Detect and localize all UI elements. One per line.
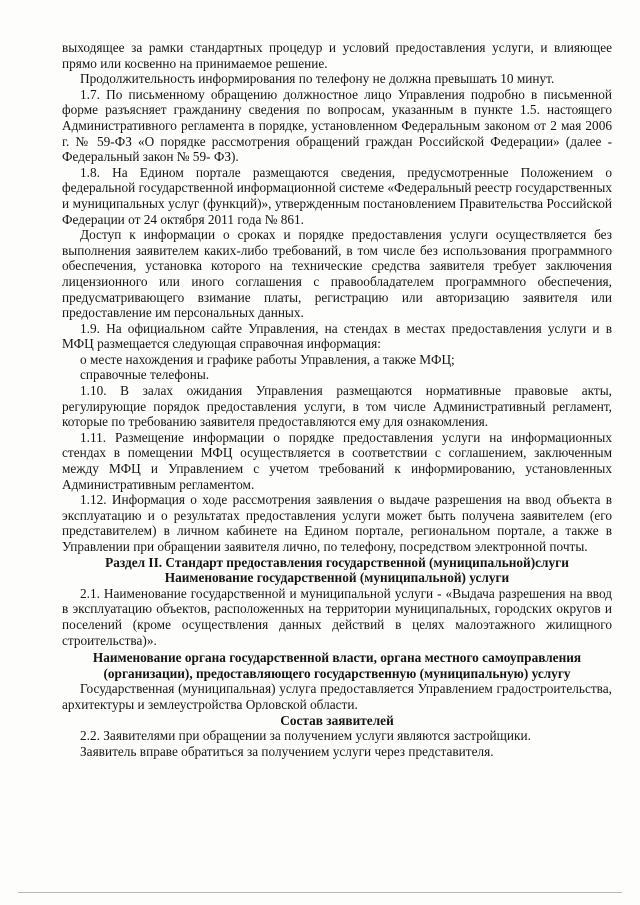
subsection-heading: Наименование государственной (муниципальной) услуги	[164, 570, 510, 586]
scan-edge-divider	[18, 892, 622, 893]
subsection-heading: Состав заявителей	[280, 712, 394, 728]
paragraph: 1.10. В залах ожидания Управления размещаются нормативные правовые акты, регулирующие порядок предоставления услуги, в том числе Административный регламент, которые по требованию заявителя предоставляются ему для ознакомления.	[62, 383, 612, 430]
paragraph: 2.2. Заявителями при обращении за получением услуги являются застройщики.	[80, 728, 531, 744]
paragraph: 1.11. Размещение информации о порядке предоставления услуги на информационных стендах в помещении МФЦ осуществляется в соответствии с соглашением, заключенным между МФЦ и Управлением с учетом требований к информированию, установленных Административным регламентом.	[62, 429, 612, 492]
document-page	[62, 40, 612, 759]
paragraph: 1.7. По письменному обращению должностное лицо Управления подробно в письменной форме разъясняет гражданину сведения по вопросам, указанным в пункте 1.5. настоящего Административного регламента в порядке, установленном Федеральным законом от 2 мая 2006 г. № 59-ФЗ «О порядке рассмотрения обращений граждан Российской Федерации» (далее - Федеральный закон № 59- ФЗ).	[62, 86, 612, 165]
paragraph: Государственная (муниципальная) услуга предоставляется Управлением градостроительства, архитектуры и землеустройства Орловской области.	[62, 681, 612, 712]
paragraph: 1.12. Информация о ходе рассмотрения заявления о выдаче разрешения на ввод объекта в эксплуатацию и о результатах предоставления услуги может быть получена заявителем (его представителем) в личном кабинете на Едином портале, региональном портале, а также в Управлении при обращении заявителя лично, по телефону, посредством электронной почты.	[62, 492, 612, 554]
paragraph: 2.1. Наименование государственной и муниципальной услуги - «Выдача разрешения на ввод в эксплуатацию объектов, расположенных на территории муниципальных, городских округов и поселений (кроме осуществления данных действий в целях малоэтажного жилищного строительства)».	[62, 585, 612, 648]
paragraph: о месте нахождения и графике работы Управления, а также МФЦ;	[80, 351, 455, 367]
subsection-heading: Наименование органа государственной власти, органа местного самоуправления (организации), предоставляющего государственную (муниципальную) услугу	[92, 650, 582, 681]
paragraph: справочные телефоны.	[80, 367, 210, 383]
paragraph: 1.8. На Едином портале размещаются сведения, предусмотренные Положением о федеральной государственной информационной системе «Федеральный реестр государственных и муниципальных услуг (функций)», утвержденным постановлением Правительства Российской Федерации от 24 октября 2011 года № 861.	[62, 164, 612, 227]
paragraph: 1.9. На официальном сайте Управления, на стендах в местах предоставления услуги и в МФЦ размещается следующая справочная информация:	[62, 320, 612, 352]
paragraph: Заявитель вправе обратиться за получением услуги через представителя.	[80, 743, 494, 759]
paragraph: Продолжительность информирования по телефону не должна превышать 10 минут.	[80, 71, 555, 87]
paragraph: выходящее за рамки стандартных процедур и условий предоставления услуги, и влияющее прямо или косвенно на принимаемое решение.	[62, 40, 612, 71]
section-heading: Раздел II. Стандарт предоставления государственной (муниципальной)слуги	[105, 554, 569, 570]
paragraph: Доступ к информации о сроках и порядке предоставления услуги осуществляется без выполнения заявителем каких-либо требований, в том числе без использования программного обеспечения, установка которого на технические средства заявителя требует заключения лицензионного или иного соглашения с правообладателем программного обеспечения, предусматривающего взимание платы, регистрацию или авторизацию заявителя или предоставление им персональных данных.	[62, 227, 612, 321]
